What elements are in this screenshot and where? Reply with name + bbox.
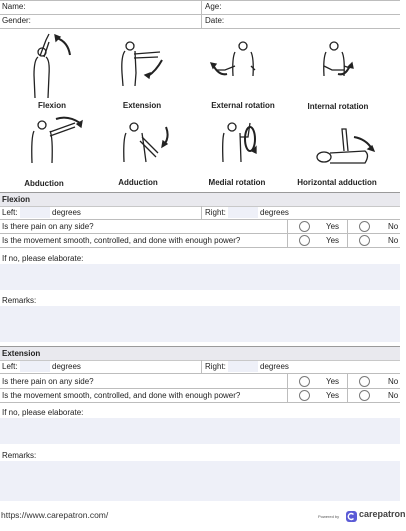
pain-no-radio[interactable] <box>359 221 370 232</box>
figure-label: Internal rotation <box>307 102 369 111</box>
yes-label: Yes <box>326 391 340 400</box>
left-label: Left: <box>2 208 18 217</box>
pain-yes-radio[interactable] <box>299 221 310 232</box>
question-smooth: Is the movement smooth, controlled, and done with enough power? <box>2 391 241 400</box>
smooth-yes-radio[interactable] <box>299 235 310 246</box>
question-smooth: Is the movement smooth, controlled, and done with enough power? <box>2 236 241 245</box>
section-title: Flexion <box>2 195 31 204</box>
internal-rotation-figure-icon <box>312 38 372 100</box>
date-label: Date: <box>205 16 225 25</box>
degrees-unit: degrees <box>260 208 289 217</box>
no-label: No <box>388 391 399 400</box>
smooth-yes-radio[interactable] <box>299 390 310 401</box>
figure-label: Medial rotation <box>208 178 266 187</box>
left-degrees-input[interactable] <box>20 361 50 372</box>
question-pain: Is there pain on any side? <box>2 377 94 386</box>
elaborate-textarea[interactable] <box>0 418 400 444</box>
smooth-no-radio[interactable] <box>359 390 370 401</box>
powered-by-text: Powered by <box>318 514 340 519</box>
carepatron-logo-icon <box>346 509 357 520</box>
adduction-figure-icon <box>118 117 178 177</box>
figure-label: Extension <box>122 101 162 110</box>
left-label: Left: <box>2 362 18 371</box>
figure-label: Horizontal adduction <box>297 178 377 187</box>
abduction-figure-icon <box>20 113 90 175</box>
smooth-no-radio[interactable] <box>359 235 370 246</box>
age-label: Age: <box>205 2 222 11</box>
flexion-figure-icon <box>22 30 82 100</box>
degrees-unit: degrees <box>52 208 81 217</box>
right-label: Right: <box>205 208 226 217</box>
elaborate-label: If no, please elaborate: <box>2 254 84 263</box>
yes-label: Yes <box>326 236 340 245</box>
remarks-label: Remarks: <box>2 451 37 460</box>
gender-label: Gender: <box>2 16 31 25</box>
degrees-unit: degrees <box>52 362 81 371</box>
right-label: Right: <box>205 362 226 371</box>
question-pain: Is there pain on any side? <box>2 222 94 231</box>
extension-figure-icon <box>110 38 170 100</box>
pain-no-radio[interactable] <box>359 376 370 387</box>
right-degrees-input[interactable] <box>228 361 258 372</box>
figure-label: External rotation <box>211 101 275 110</box>
external-rotation-figure-icon <box>205 38 265 100</box>
no-label: No <box>388 222 399 231</box>
name-label: Name: <box>2 2 26 11</box>
flexion-section-header <box>0 192 400 207</box>
elaborate-label: If no, please elaborate: <box>2 408 84 417</box>
no-label: No <box>388 377 399 386</box>
remarks-textarea[interactable] <box>0 461 400 501</box>
medial-rotation-figure-icon <box>218 117 268 177</box>
yes-label: Yes <box>326 377 340 386</box>
extension-section-header <box>0 346 400 361</box>
carepatron-brand: carepatron <box>359 509 406 519</box>
horizontal-adduction-figure-icon <box>310 123 380 175</box>
right-degrees-input[interactable] <box>228 207 258 218</box>
figure-label: Adduction <box>118 178 158 187</box>
remarks-label: Remarks: <box>2 296 37 305</box>
left-degrees-input[interactable] <box>20 207 50 218</box>
elaborate-textarea[interactable] <box>0 264 400 290</box>
degrees-unit: degrees <box>260 362 289 371</box>
footer-url-link[interactable]: https://www.carepatron.com/ <box>1 510 109 520</box>
figure-label: Flexion <box>37 101 66 110</box>
figure-label: Abduction <box>24 179 64 188</box>
remarks-textarea[interactable] <box>0 306 400 342</box>
yes-label: Yes <box>326 222 340 231</box>
no-label: No <box>388 236 399 245</box>
pain-yes-radio[interactable] <box>299 376 310 387</box>
section-title: Extension <box>2 349 41 358</box>
